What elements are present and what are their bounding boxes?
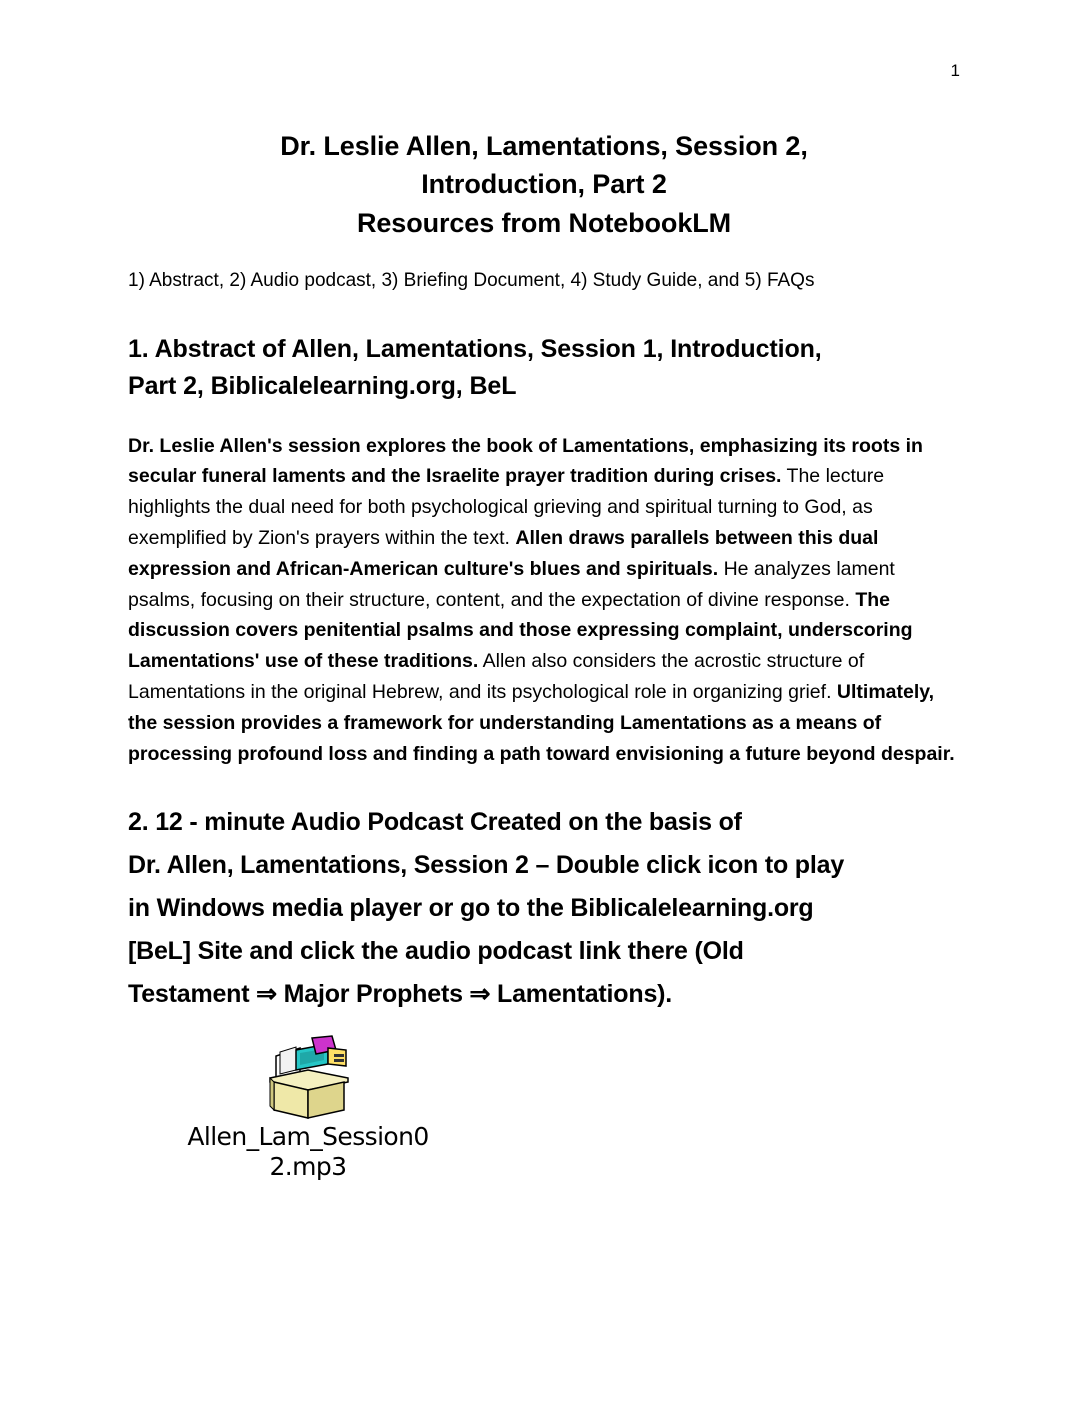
attachment-filename-line-2: 2.mp3 <box>269 1152 347 1182</box>
page-title <box>128 127 960 242</box>
title-line-1: Dr. Leslie Allen, Lamentations, Session 2, <box>280 131 808 161</box>
section-2-heading-line-2: Dr. Allen, Lamentations, Session 2 – Double click icon to play <box>128 851 845 880</box>
section-2-heading <box>128 801 960 1016</box>
title-line-2: Introduction, Part 2 <box>421 169 667 200</box>
abstract-part-5: The discussion covers penitential psalms and those expressing complaint, underscoring Lamentations' use of these traditions. <box>128 588 913 673</box>
section-1-heading <box>128 331 960 405</box>
page-number: 1 <box>950 61 960 80</box>
section-2-heading-line-5: Testament ⇒ Major Prophets ⇒ Lamentations). <box>128 980 673 1009</box>
abstract-part-3: Allen draws parallels between this dual expression and African-American culture's blues and spirituals. <box>128 526 879 580</box>
section-2-heading-line-4: [BeL] Site and click the audio podcast link there (Old <box>128 937 744 966</box>
section-2-heading-line-1: 2. 12 - minute Audio Podcast Created on the basis of <box>128 808 742 837</box>
abstract-part-7: Ultimately, the session provides a framework for understanding Lamentations as a means of processing profound loss and finding a path toward envisioning a future beyond despair. <box>128 680 955 765</box>
abstract-part-6: Allen also considers the acrostic structure of Lamentations in the original Hebrew, and its psychological role in organizing grief. <box>128 650 865 703</box>
resources-list: 1) Abstract, 2) Audio podcast, 3) Briefing Document, 4) Study Guide, and 5) FAQs <box>128 269 815 291</box>
section-2-heading-line-3: in Windows media player or go to the Biblicalelearning.org <box>128 894 814 923</box>
abstract-paragraph <box>128 431 960 770</box>
media-package-icon[interactable] <box>256 1034 360 1120</box>
abstract-part-4: He analyzes lament psalms, focusing on their structure, content, and the expectation of divine response. <box>128 557 895 611</box>
attachment-filename-line-1: Allen_Lam_Session0 <box>187 1122 429 1152</box>
title-line-3: Resources from NotebookLM <box>356 207 732 238</box>
abstract-part-2: The lecture highlights the dual need for both psychological grieving and spiritual turning to God, as exemplified by Zion's prayers within the text. <box>128 465 885 549</box>
abstract-part-1: Dr. Leslie Allen's session explores the book of Lamentations, emphasizing its roots in secular funeral laments and the Israelite prayer tradition during crises. <box>128 434 923 488</box>
audio-attachment[interactable] <box>128 1034 488 1182</box>
section-1-heading-line-2: Part 2, Biblicalelearning.org, BeL <box>128 371 517 400</box>
section-1-heading-line-1: 1. Abstract of Allen, Lamentations, Session 1, Introduction, <box>128 334 822 363</box>
attachment-filename <box>128 1122 488 1182</box>
